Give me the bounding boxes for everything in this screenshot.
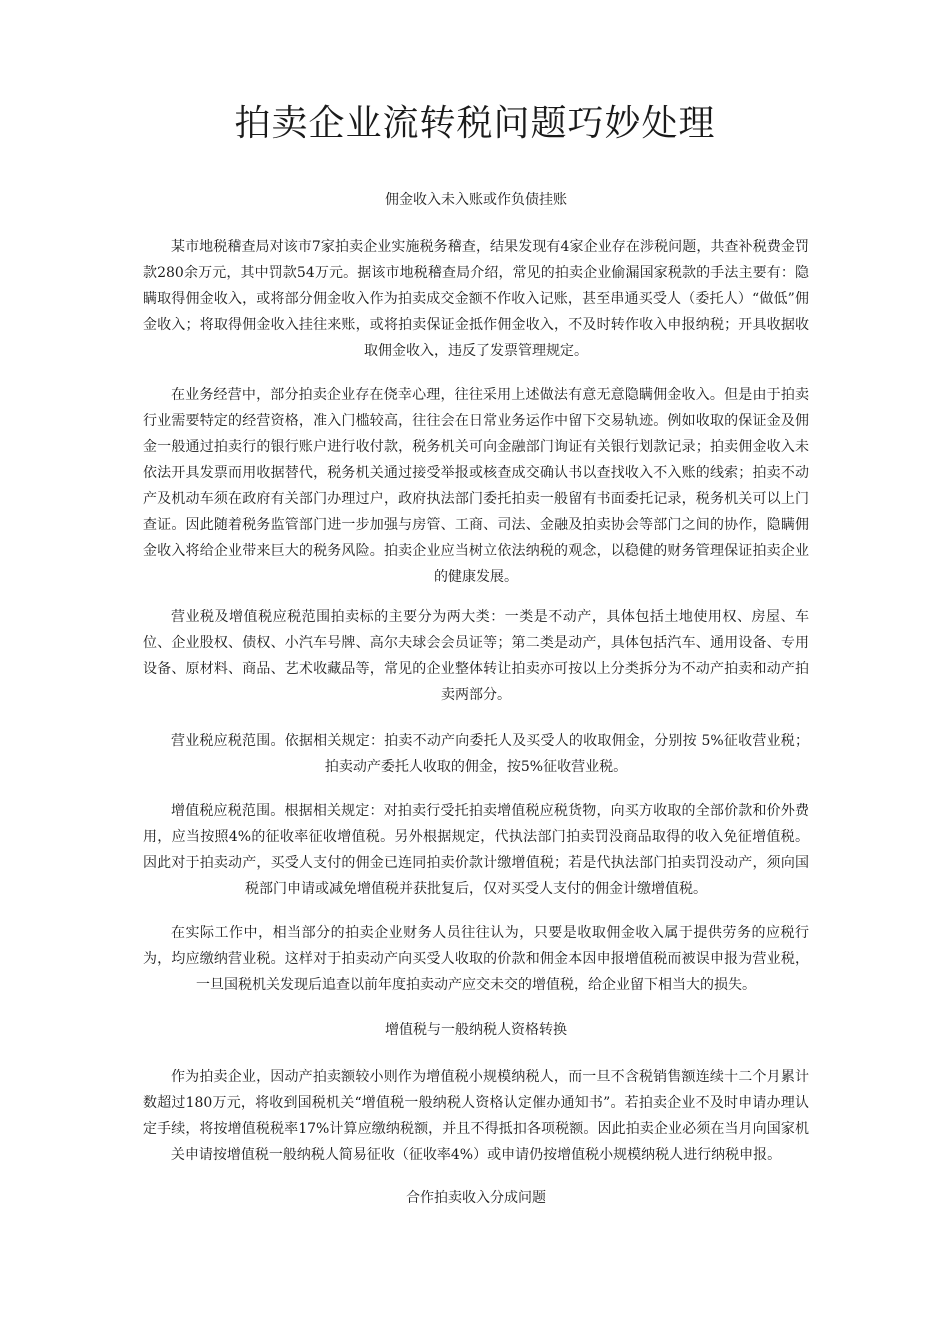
paragraph-block-3 [143, 604, 809, 708]
paragraph-block-1 [143, 234, 809, 364]
paragraph: 在业务经营中，部分拍卖企业存在侥幸心理，往往采用上述做法有意无意隐瞒佣金收入。但是由于拍卖行业需要特定的经营资格，准入门槛较高，往往会在日常业务运作中留下交易轨迹。例如收取的保证金及佣金一般通过拍卖行的银行账户进行收付款，税务机关可向金融部门询证有关银行划款记录；拍卖佣金收入未依法开具发票而用收据替代，税务机关通过接受举报或核查成交确认书以查找收入不入账的线索；拍卖不动产及机动车须在政府有关部门办理过户，政府执法部门委托拍卖一般留有书面委托记录，税务机关可以上门查证。因此随着税务监管部门进一步加强与房管、工商、司法、金融及拍卖协会等部门之间的协作，隐瞒佣金收入将给企业带来巨大的税务风险。拍卖企业应当树立依法纳税的观念，以稳健的财务管理保证拍卖企业的健康发展。 [143, 387, 809, 585]
section-heading-3 [143, 1186, 809, 1210]
paragraph-block-6 [143, 920, 809, 998]
paragraph-block-4 [143, 728, 809, 780]
paragraph-block-2 [143, 382, 809, 590]
paragraph-block-5 [143, 798, 809, 902]
paragraph: 作为拍卖企业，因动产拍卖额较小则作为增值税小规模纳税人，而一旦不含税销售额连续十二个月累计数超过180万元，将收到国税机关“增值税一般纳税人资格认定催办通知书”。若拍卖企业不及时申请办理认定手续，将按增值税税率17%计算应缴纳税额，并且不得抵扣各项税额。因此拍卖企业必须在当月向国家机关申请按增值税一般纳税人简易征收（征收率4%）或申请仍按增值税小规模纳税人进行纳税申报。 [143, 1069, 809, 1163]
paragraph: 在实际工作中，相当部分的拍卖企业财务人员往往认为，只要是收取佣金收入属于提供劳务的应税行为，均应缴纳营业税。这样对于拍卖动产向买受人收取的价款和佣金本因申报增值税而被误申报为营业税，一旦国税机关发现后追查以前年度拍卖动产应交未交的增值税，给企业留下相当大的损失。 [143, 925, 809, 993]
heading-cooperative-auction-revenue: 合作拍卖收入分成问题 [406, 1190, 546, 1206]
paragraph: 增值税应税范围。根据相关规定：对拍卖行受托拍卖增值税应税货物，向买方收取的全部价款和价外费用，应当按照4%的征收率征收增值税。另外根据规定，代执法部门拍卖罚没商品取得的收入免征增值税。因此对于拍卖动产，买受人支付的佣金已连同拍卖价款计缴增值税；若是代执法部门拍卖罚没动产，须向国税部门申请或减免增值税并获批复后，仅对买受人支付的佣金计缴增值税。 [143, 803, 809, 897]
heading-commission-unrecorded: 佣金收入未入账或作负债挂账 [385, 192, 567, 208]
paragraph: 某市地税稽查局对该市7家拍卖企业实施税务稽查，结果发现有4家企业存在涉税问题，共查补税费金罚款280余万元，其中罚款54万元。据该市地税稽查局介绍，常见的拍卖企业偷漏国家税款的手法主要有：隐瞒取得佣金收入，或将部分佣金收入作为拍卖成交金额不作收入记账，甚至串通买受人（委托人）“做低”佣金收入；将取得佣金收入挂往来账，或将拍卖保证金抵作佣金收入，不及时转作收入申报纳税；开具收据收取佣金收入，违反了发票管理规定。 [143, 239, 809, 359]
heading-vat-taxpayer-status: 增值税与一般纳税人资格转换 [385, 1022, 567, 1038]
section-heading-2 [143, 1018, 809, 1042]
paragraph: 营业税及增值税应税范围拍卖标的主要分为两大类：一类是不动产，具体包括土地使用权、房屋、车位、企业股权、债权、小汽车号牌、高尔夫球会会员证等；第二类是动产，具体包括汽车、通用设备、专用设备、原材料、商品、艺术收藏品等，常见的企业整体转让拍卖亦可按以上分类拆分为不动产拍卖和动产拍卖两部分。 [143, 609, 809, 703]
document-title: 拍卖企业流转税问题巧妙处理 [234, 103, 716, 144]
paragraph-block-7 [143, 1064, 809, 1168]
paragraph: 营业税应税范围。依据相关规定：拍卖不动产向委托人及买受人的收取佣金，分别按 5%征收营业税；拍卖动产委托人收取的佣金，按5%征收营业税。 [171, 733, 809, 775]
section-heading-1 [143, 188, 809, 212]
